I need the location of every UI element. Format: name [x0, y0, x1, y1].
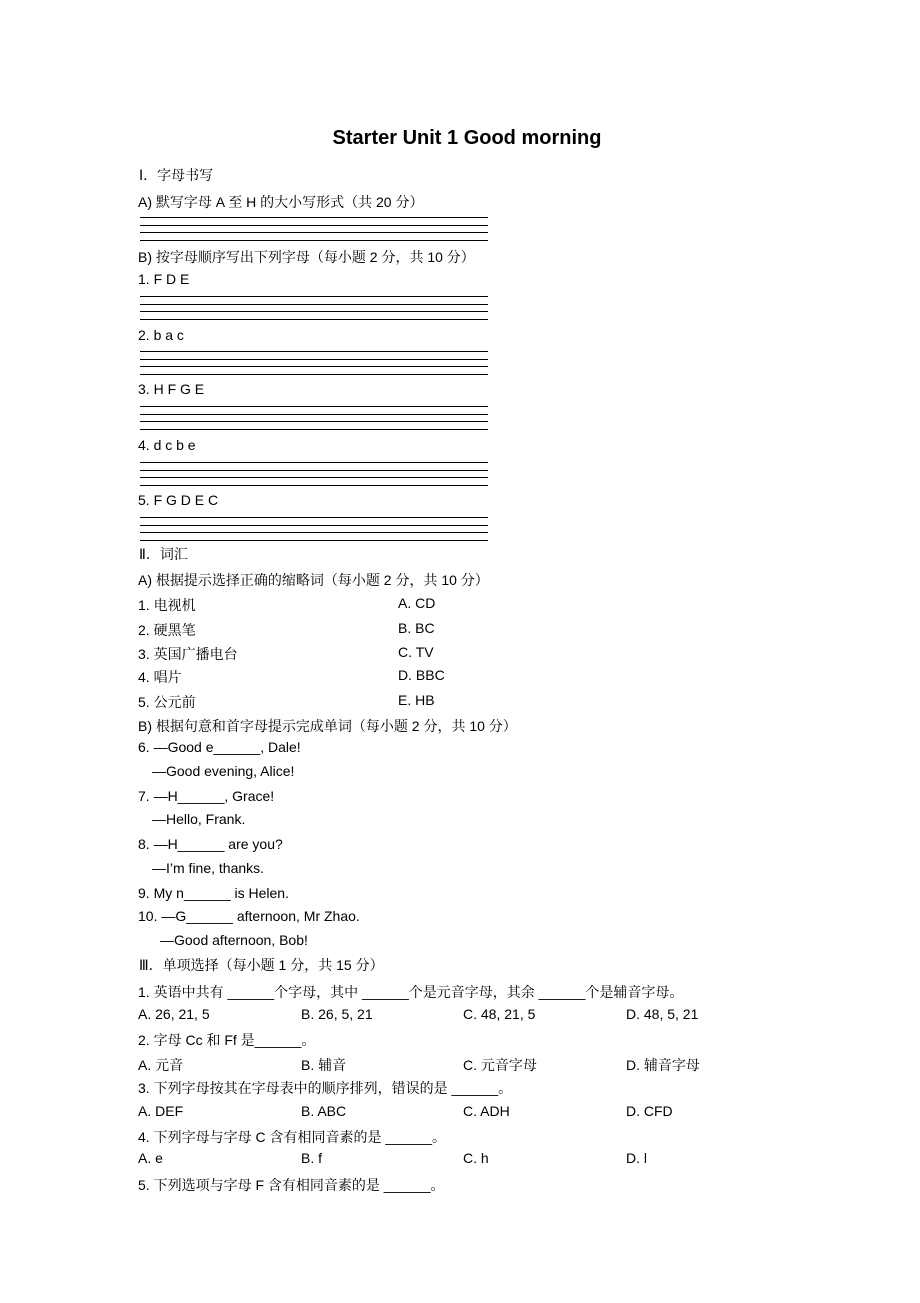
section-2-heading: Ⅱ．词汇 — [139, 546, 188, 562]
section-1b-instruction: B) 按字母顺序写出下列字母（每小题 2 分，共 10 分） — [138, 249, 475, 265]
writing-lines — [140, 217, 488, 241]
vocab-option: D. BBC — [398, 667, 445, 683]
dialogue-line: —Good evening, Alice! — [152, 763, 295, 779]
letter-item: 2. b a c — [138, 327, 184, 343]
choice-option: D. l — [626, 1150, 647, 1166]
letter-item: 4. d c b e — [138, 437, 196, 453]
choice-option: B. 辅音 — [301, 1057, 347, 1073]
vocab-option: C. TV — [398, 644, 434, 660]
question: 1. 英语中共有 ______个字母，其中 ______个是元音字母，其余 ______个是辅音字母。 — [138, 984, 684, 1000]
dialogue-line: 6. —Good e______, Dale! — [138, 739, 301, 755]
vocab-prompt: 4. 唱片 — [138, 669, 182, 685]
dialogue-line: 10. —G______ afternoon, Mr Zhao. — [138, 908, 360, 924]
question: 3. 下列字母按其在字母表中的顺序排列，错误的是 ______。 — [138, 1080, 513, 1096]
question: 4. 下列字母与字母 C 含有相同音素的是 ______。 — [138, 1129, 447, 1145]
writing-lines — [140, 296, 488, 320]
vocab-prompt: 1. 电视机 — [138, 597, 196, 613]
dialogue-line: —I’m fine, thanks. — [152, 860, 265, 876]
section-2b-instruction: B) 根据句意和首字母提示完成单词（每小题 2 分，共 10 分） — [138, 718, 517, 734]
vocab-prompt: 2. 硬黑笔 — [138, 622, 196, 638]
dialogue-line: —Hello, Frank. — [152, 811, 246, 827]
section-3-heading: Ⅲ．单项选择（每小题 1 分，共 15 分） — [139, 957, 384, 973]
writing-lines — [140, 517, 488, 541]
dialogue-line: —Good afternoon, Bob! — [160, 932, 308, 948]
choice-option: B. ABC — [301, 1103, 347, 1119]
vocab-option: B. BC — [398, 620, 435, 636]
letter-item: 1. F D E — [138, 271, 190, 287]
letter-item: 5. F G D E C — [138, 492, 219, 508]
writing-lines — [140, 406, 488, 430]
writing-lines — [140, 351, 488, 375]
choice-option: C. h — [463, 1150, 489, 1166]
choice-option: A. 元音 — [138, 1057, 184, 1073]
dialogue-line: 9. My n______ is Helen. — [138, 885, 289, 901]
choice-option: D. 48, 5, 21 — [626, 1006, 699, 1022]
choice-option: D. CFD — [626, 1103, 673, 1119]
choice-option: A. DEF — [138, 1103, 184, 1119]
choice-option: C. ADH — [463, 1103, 510, 1119]
vocab-option: A. CD — [398, 595, 436, 611]
choice-option: D. 辅音字母 — [626, 1057, 700, 1073]
question: 2. 字母 Cc 和 Ff 是______。 — [138, 1032, 316, 1048]
choice-option: B. f — [301, 1150, 323, 1166]
writing-lines — [140, 462, 488, 486]
choice-option: C. 元音字母 — [463, 1057, 537, 1073]
page-title: Starter Unit 1 Good morning — [332, 127, 602, 149]
choice-option: C. 48, 21, 5 — [463, 1006, 536, 1022]
section-1a-instruction: A) 默写字母 A 至 H 的大小写形式（共 20 分） — [138, 194, 424, 210]
section-2a-instruction: A) 根据提示选择正确的缩略词（每小题 2 分，共 10 分） — [138, 572, 489, 588]
dialogue-line: 8. —H______ are you? — [138, 836, 283, 852]
vocab-option: E. HB — [398, 692, 435, 708]
section-1-heading: Ⅰ．字母书写 — [139, 167, 214, 183]
choice-option: A. 26, 21, 5 — [138, 1006, 210, 1022]
choice-option: A. e — [138, 1150, 163, 1166]
vocab-prompt: 5. 公元前 — [138, 694, 196, 710]
letter-item: 3. H F G E — [138, 381, 205, 397]
choice-option: B. 26, 5, 21 — [301, 1006, 373, 1022]
vocab-prompt: 3. 英国广播电台 — [138, 646, 238, 662]
dialogue-line: 7. —H______, Grace! — [138, 788, 275, 804]
question: 5. 下列选项与字母 F 含有相同音素的是 ______。 — [138, 1177, 445, 1193]
